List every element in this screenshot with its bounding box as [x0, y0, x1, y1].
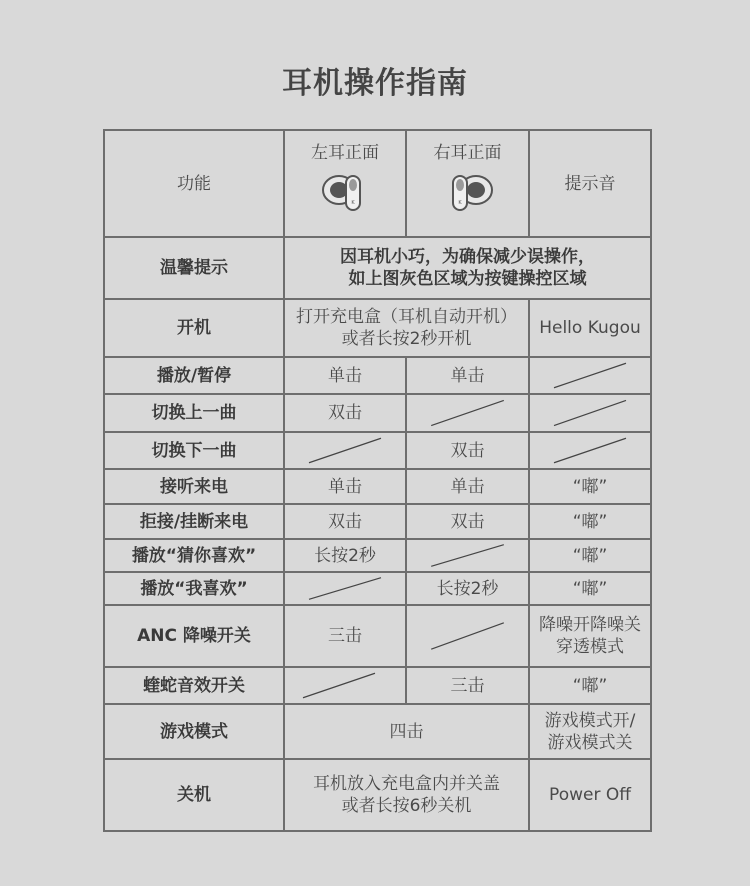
not-applicable-slash [407, 540, 528, 571]
row-label: 切换下一曲 [104, 432, 284, 469]
tip-row [104, 237, 651, 299]
tip-line-2: 如上图灰色区域为按键操控区域 [348, 269, 587, 289]
svg-text:K: K [351, 199, 355, 206]
row-right: 双击 [406, 504, 529, 539]
row-label: 拒接/挂断来电 [104, 504, 284, 539]
row-right: 长按2秒 [406, 572, 529, 605]
power-on-label: 开机 [104, 299, 284, 357]
na-cell [406, 605, 529, 667]
game-tone-line-1: 游戏模式开/ [544, 710, 636, 731]
na-cell [284, 667, 406, 704]
row-right: 单击 [406, 357, 529, 394]
not-applicable-slash [285, 668, 405, 703]
header-right-ear [406, 130, 529, 237]
game-row [104, 704, 651, 759]
row-label: 播放/暂停 [104, 357, 284, 394]
table-row [104, 572, 651, 605]
game-label: 游戏模式 [104, 704, 284, 759]
table-row [104, 432, 651, 469]
bass-tone: “嘟” [529, 667, 651, 704]
table-row [104, 539, 651, 572]
power-off-line-2: 或者长按6秒关机 [341, 796, 472, 816]
tip-line-1: 因耳机小巧，为确保减少误操作， [340, 247, 595, 267]
header-right-label: 右耳正面 [433, 142, 502, 163]
power-on-tone: Hello Kugou [529, 299, 651, 357]
row-label: 接听来电 [104, 469, 284, 504]
row-label: 播放“猜你喜欢” [104, 539, 284, 572]
power-off-action [284, 759, 529, 831]
power-on-line-1: 打开充电盒（耳机自动开机） [296, 307, 517, 327]
game-tone-line-2: 游戏模式关 [547, 732, 633, 753]
table-row [104, 504, 651, 539]
power-on-line-2: 或者长按2秒开机 [341, 329, 472, 349]
table-row [104, 394, 651, 432]
header-row [104, 130, 651, 237]
table-row [104, 469, 651, 504]
anc-tone-line-2: 穿透模式 [556, 637, 624, 657]
anc-tone [529, 605, 651, 667]
power-off-label: 关机 [104, 759, 284, 831]
bass-label: 蝰蛇音效开关 [104, 667, 284, 704]
svg-text:K: K [457, 199, 462, 206]
header-left-ear [284, 130, 406, 237]
anc-label: ANC 降噪开关 [104, 605, 284, 667]
na-cell [529, 357, 651, 394]
game-action: 四击 [284, 704, 529, 759]
power-on-action [284, 299, 529, 357]
row-tone: “嘟” [529, 504, 651, 539]
row-left: 双击 [284, 394, 406, 432]
row-label: 切换上一曲 [104, 394, 284, 432]
row-right: 单击 [406, 469, 529, 504]
bass-row [104, 667, 651, 704]
row-left: 长按2秒 [284, 539, 406, 572]
not-applicable-slash [407, 606, 528, 666]
na-cell [406, 539, 529, 572]
na-cell [284, 432, 406, 469]
na-cell [529, 432, 651, 469]
not-applicable-slash [407, 395, 528, 431]
row-left: 双击 [284, 504, 406, 539]
na-cell [406, 394, 529, 432]
not-applicable-slash [285, 573, 405, 604]
header-function: 功能 [104, 130, 284, 237]
row-tone: “嘟” [529, 572, 651, 605]
power-on-row [104, 299, 651, 357]
page-title: 耳机操作指南 [282, 66, 468, 101]
row-label: 播放“我喜欢” [104, 572, 284, 605]
row-left: 单击 [284, 469, 406, 504]
row-right: 双击 [406, 432, 529, 469]
header-tone: 提示音 [529, 130, 651, 237]
anc-tone-line-1: 降噪开降噪关 [539, 615, 641, 635]
not-applicable-slash [530, 358, 650, 393]
table-row [104, 357, 651, 394]
not-applicable-slash [530, 433, 650, 468]
tip-label: 温馨提示 [104, 237, 284, 299]
row-tone: “嘟” [529, 469, 651, 504]
header-left-label: 左耳正面 [311, 142, 379, 163]
power-off-line-1: 耳机放入充电盒内并关盖 [313, 774, 500, 794]
anc-row [104, 605, 651, 667]
na-cell [284, 572, 406, 605]
na-cell [529, 394, 651, 432]
power-off-row [104, 759, 651, 831]
tip-text [284, 237, 651, 299]
not-applicable-slash [530, 395, 650, 431]
operation-table [103, 129, 652, 832]
power-off-tone: Power Off [529, 759, 651, 831]
game-tone [529, 704, 651, 759]
earbud-right-icon [442, 170, 494, 212]
earbud-left-icon [319, 170, 371, 212]
row-left: 单击 [284, 357, 406, 394]
not-applicable-slash [285, 433, 405, 468]
anc-left: 三击 [284, 605, 406, 667]
bass-right: 三击 [406, 667, 529, 704]
row-tone: “嘟” [529, 539, 651, 572]
